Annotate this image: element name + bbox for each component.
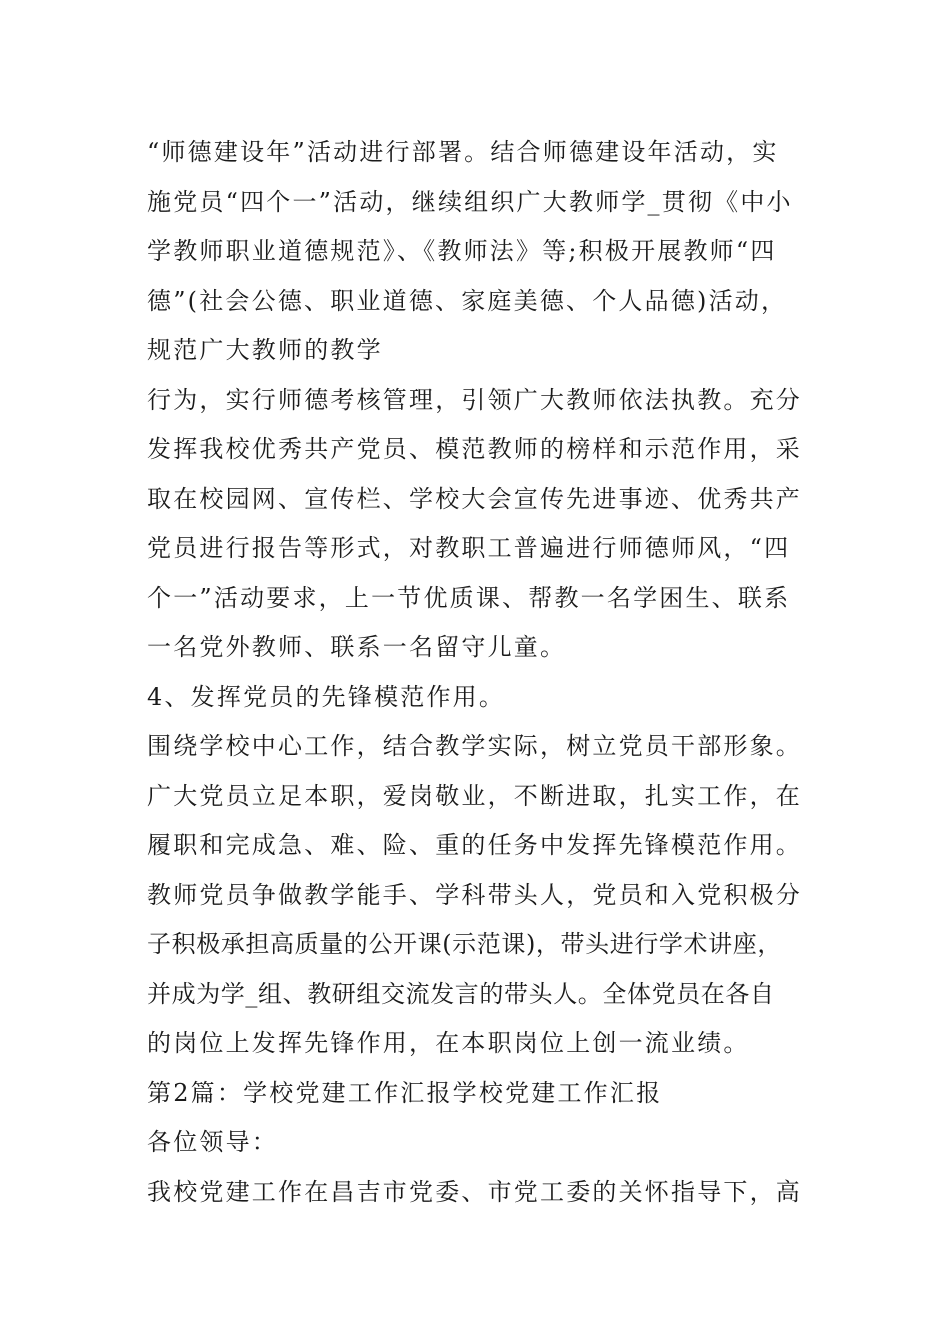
text-line: 学教师职业道德规范》、《教师法》等;积极开展教师“四 — [147, 237, 777, 265]
text-line: 行为，实行师德考核管理，引领广大教师依法执教。充分 — [147, 385, 802, 414]
salutation: 各位领导： — [147, 1128, 278, 1156]
text-line: 党员进行报告等形式，对教职工普遍进行师德师风，“四 — [147, 534, 791, 562]
text-line: 一名党外教师、联系一名留守儿童。 — [147, 633, 567, 661]
text-line: “师德建设年”活动进行部署。结合师德建设年活动，实 — [147, 138, 779, 166]
text-line: 广大党员立足本职，爱岗敬业，不断进取，扎实工作，在 — [147, 781, 802, 810]
text-line: 围绕学校中心工作，结合教学实际，树立党员干部形象。 — [147, 732, 802, 760]
text-line: 并成为学_组、教研组交流发言的带头人。全体党员在各自 — [147, 979, 775, 1008]
text-line: 个一”活动要求，上一节优质课、帮教一名学困生、联系 — [147, 583, 791, 612]
text-line: 教师党员争做教学能手、学科带头人，党员和入党积极分 — [147, 880, 802, 909]
section-heading: 4、发挥党员的先锋模范作用。 — [147, 682, 506, 711]
text-line: 取在校园网、宣传栏、学校大会宣传先进事迹、优秀共产 — [147, 484, 802, 513]
text-line: 我校党建工作在昌吉市党委、市党工委的关怀指导下，高 — [147, 1177, 802, 1206]
text-line: 德”(社会公德、职业道德、家庭美德、个人品德)活动， — [147, 286, 788, 315]
document-body — [147, 128, 807, 1217]
text-line: 的岗位上发挥先锋作用，在本职岗位上创一流业绩。 — [147, 1029, 750, 1057]
text-line: 子积极承担高质量的公开课(示范课)，带头进行学术讲座， — [147, 930, 782, 958]
text-line: 施党员“四个一”活动，继续组织广大教师学_贯彻《中小 — [147, 187, 793, 216]
text-line: 履职和完成急、难、险、重的任务中发挥先锋模范作用。 — [147, 831, 802, 859]
text-line: 发挥我校优秀共产党员、模范教师的榜样和示范作用，采 — [147, 435, 802, 463]
article-title: 第2篇：学校党建工作汇报学校党建工作汇报 — [147, 1078, 663, 1107]
text-line: 规范广大教师的教学 — [147, 336, 383, 364]
